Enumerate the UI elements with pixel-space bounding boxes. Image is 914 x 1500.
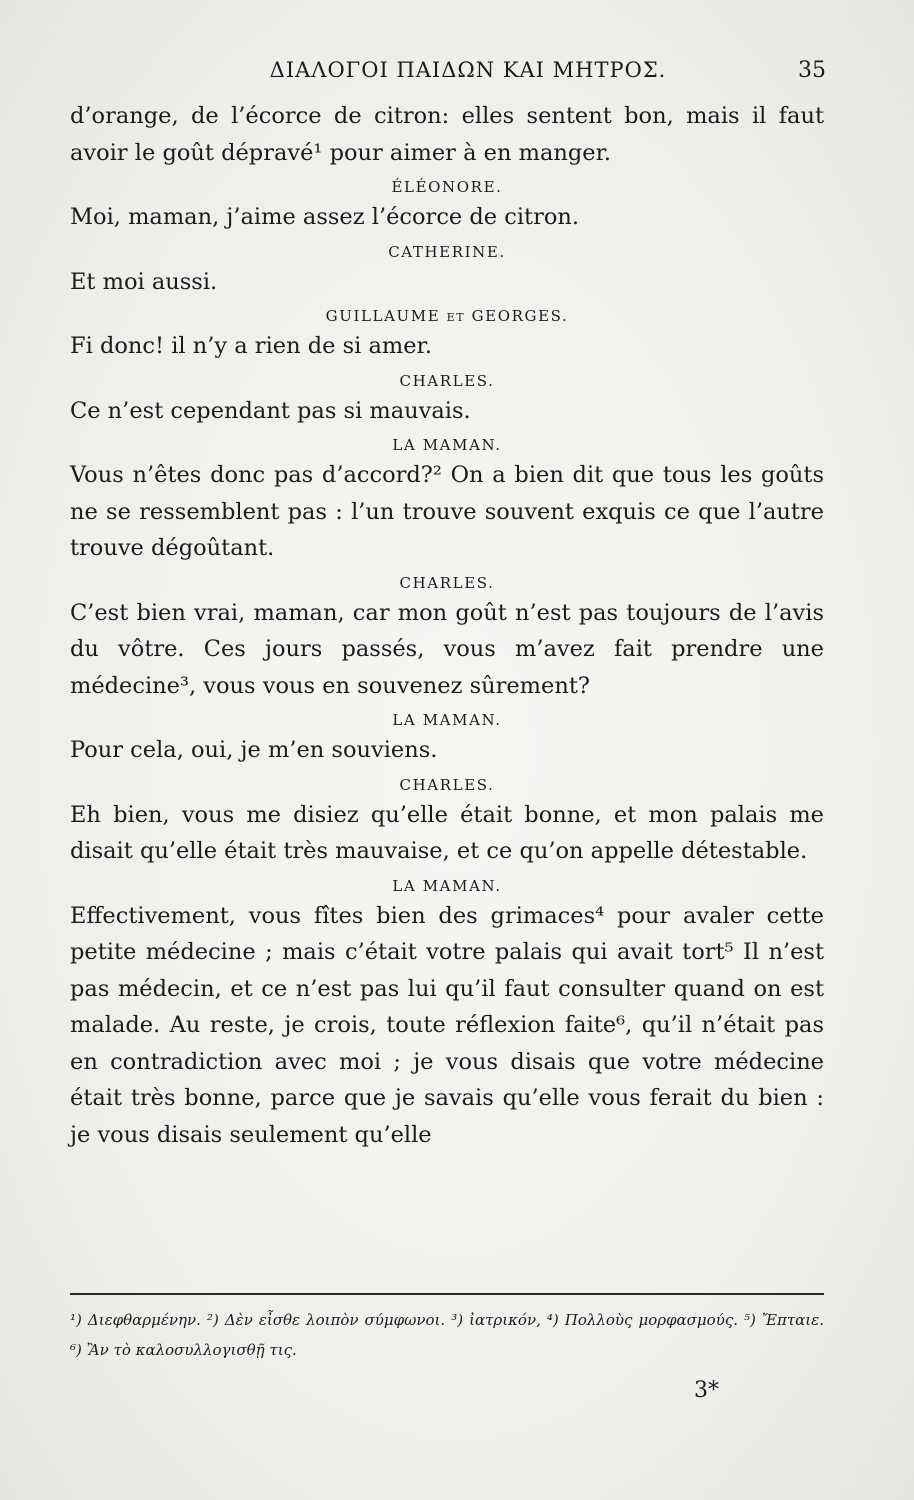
paragraph: Pour cela, oui, je m’en souviens. bbox=[70, 737, 438, 763]
paragraph: Ce n’est cependant pas si mauvais. bbox=[70, 397, 471, 424]
footnotes: ¹) Διεφθαρμένην. ²) Δὲν εἶσθε λοιπὸν σύμφωνοι. ³) ἰατρικόν, ⁴) Πολλοὺς μορφασμούς. ⁵) Ἔπταιε. ⁶) Ἂν τὸ καλοσυλλογισθῇ τις. bbox=[70, 1311, 824, 1359]
paragraph: Effectivement, vous fîtes bien des grimaces⁴ pour avaler cette petite médecine ; mais c’était votre palais qui avait tort⁵ Il n’est pas médecin, et ce n’est pas lui qu’il faut consulter quand on est malade. Au reste, je crois, toute réflexion faite⁶, qu’il n’était pas en contradiction avec moi ; je vous disais que votre médecine était très bonne, parce que je savais qu’elle vous ferait du bien : je vous disais seulement qu’elle bbox=[70, 902, 824, 1148]
paragraph: C’est bien vrai, maman, car mon goût n’est pas toujours de l’avis du vôtre. Ces jours passés, vous m’avez fait prendre une médecine³, vous vous en souvenez sûrement? bbox=[70, 599, 824, 699]
speaker-name: ÉLÉONORE. bbox=[391, 178, 503, 196]
paragraph: Eh bien, vous me disiez qu’elle était bonne, et mon palais me disait qu’elle était très mauvaise, et ce qu’on appelle détestable. bbox=[70, 801, 824, 864]
paragraph: Et moi aussi. bbox=[70, 268, 218, 295]
speaker-name: LA MAMAN. bbox=[392, 876, 502, 895]
speaker-name: LA MAMAN. bbox=[392, 436, 502, 454]
speaker-name: CATHERINE. bbox=[388, 242, 506, 261]
running-title: ΔΙΑΛΟΓΟΙ ΠΑΙΔΩΝ ΚΑΙ ΜΗΤΡΟΣ. bbox=[269, 58, 667, 82]
speaker-name: CHARLES. bbox=[399, 775, 495, 794]
signature-mark: 3* bbox=[694, 1378, 719, 1403]
page-header bbox=[70, 58, 826, 88]
paragraph: d’orange, de l’écorce de citron: elles sentent bon, mais il faut avoir le goût dépravé¹ pour aimer à en manger. bbox=[70, 103, 824, 166]
dialogue-body bbox=[70, 98, 824, 1153]
speaker-name: GUILLAUME et GEORGES. bbox=[325, 307, 569, 325]
paragraph: Moi, maman, j’aime assez l’écorce de citron. bbox=[70, 204, 580, 230]
paragraph: Fi donc! il n’y a rien de si amer. bbox=[70, 333, 432, 359]
speaker-name: LA MAMAN. bbox=[392, 711, 502, 729]
speaker-name: CHARLES. bbox=[399, 573, 495, 592]
speaker-name: CHARLES. bbox=[399, 371, 495, 390]
paragraph: Vous n’êtes donc pas d’accord?² On a bien dit que tous les goûts ne se ressemblent pas : l’un trouve souvent exquis ce que l’autre trouve dégoûtant. bbox=[70, 462, 824, 561]
page-number: 35 bbox=[798, 58, 826, 83]
footnote-divider bbox=[70, 1293, 824, 1295]
